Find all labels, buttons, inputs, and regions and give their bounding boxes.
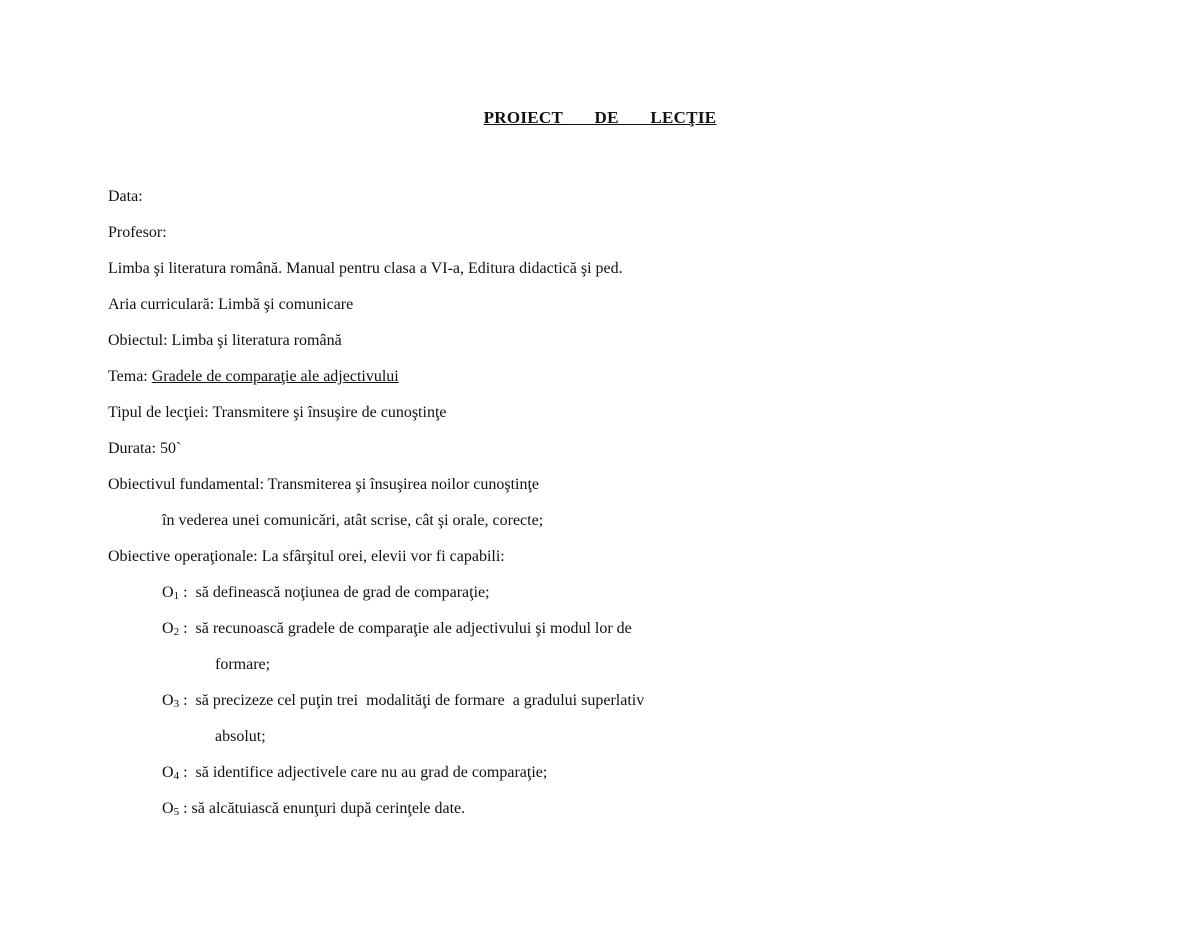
objective-text: să recunoască gradele de comparaţie ale adjectivului şi modul lor de: [195, 620, 632, 637]
objective-index: 5: [173, 806, 180, 818]
field-data: Data:: [108, 188, 143, 205]
objective-item: [108, 618, 1108, 654]
field-durata: Durata: 50`: [108, 440, 182, 457]
field-obiective-operationale: Obiective operaţionale: La sfârşitul orei, elevii vor fi capabili:: [108, 548, 505, 565]
objective-separator: :: [179, 620, 196, 637]
objective-label: O: [162, 584, 174, 601]
objective-index: 2: [173, 626, 180, 638]
field-aria-curriculara: Aria curriculară: Limbă şi comunicare: [108, 296, 354, 313]
objective-text: să precizeze cel puţin trei modalităţi de formare a gradului superlativ: [195, 692, 645, 709]
objective-separator: :: [179, 764, 196, 781]
objective-separator: :: [179, 692, 196, 709]
objective-label: O: [162, 764, 174, 781]
objective-label: O: [162, 692, 174, 709]
objective-index: 4: [173, 770, 180, 782]
objective-index: 1: [173, 590, 180, 602]
tema-label: Tema:: [108, 368, 152, 385]
objective-continuation: formare;: [215, 656, 271, 673]
objective-label: O: [162, 620, 174, 637]
field-tema: [108, 366, 1108, 402]
lesson-details: [108, 186, 1108, 834]
field-profesor: Profesor:: [108, 224, 167, 241]
field-tipul-lectiei: Tipul de lecţiei: Transmitere şi însuşire de cunoştinţe: [108, 404, 447, 421]
objectives-list: [108, 582, 1108, 834]
document-title: PROIECT DE LECŢIE: [483, 108, 717, 127]
objective-item: [108, 690, 1108, 726]
objective-text: să identifice adjectivele care nu au grad de comparaţie;: [195, 764, 548, 781]
field-obiectiv-fundamental: Obiectivul fundamental: Transmiterea şi însuşirea noilor cunoştinţe: [108, 476, 540, 493]
objective-continuation: absolut;: [215, 728, 266, 745]
field-manual: Limba şi literatura română. Manual pentru clasa a VI-a, Editura didactică şi ped.: [108, 260, 623, 277]
objective-index: 3: [173, 698, 180, 710]
field-obiectiv-fundamental-cont: în vederea unei comunicări, atât scrise, cât şi orale, corecte;: [162, 512, 544, 529]
field-obiectul: Obiectul: Limba şi literatura română: [108, 332, 342, 349]
objective-label: O: [162, 800, 174, 817]
objective-item: [108, 582, 1108, 618]
objective-separator: :: [179, 800, 192, 817]
objective-item: [108, 798, 1108, 834]
objective-separator: :: [179, 584, 196, 601]
tema-value: Gradele de comparaţie ale adjectivului: [151, 368, 399, 385]
objective-item: [108, 762, 1108, 798]
objective-text: să alcătuiască enunţuri după cerinţele date.: [191, 800, 466, 817]
objective-text: să definească noţiunea de grad de comparaţie;: [195, 584, 490, 601]
